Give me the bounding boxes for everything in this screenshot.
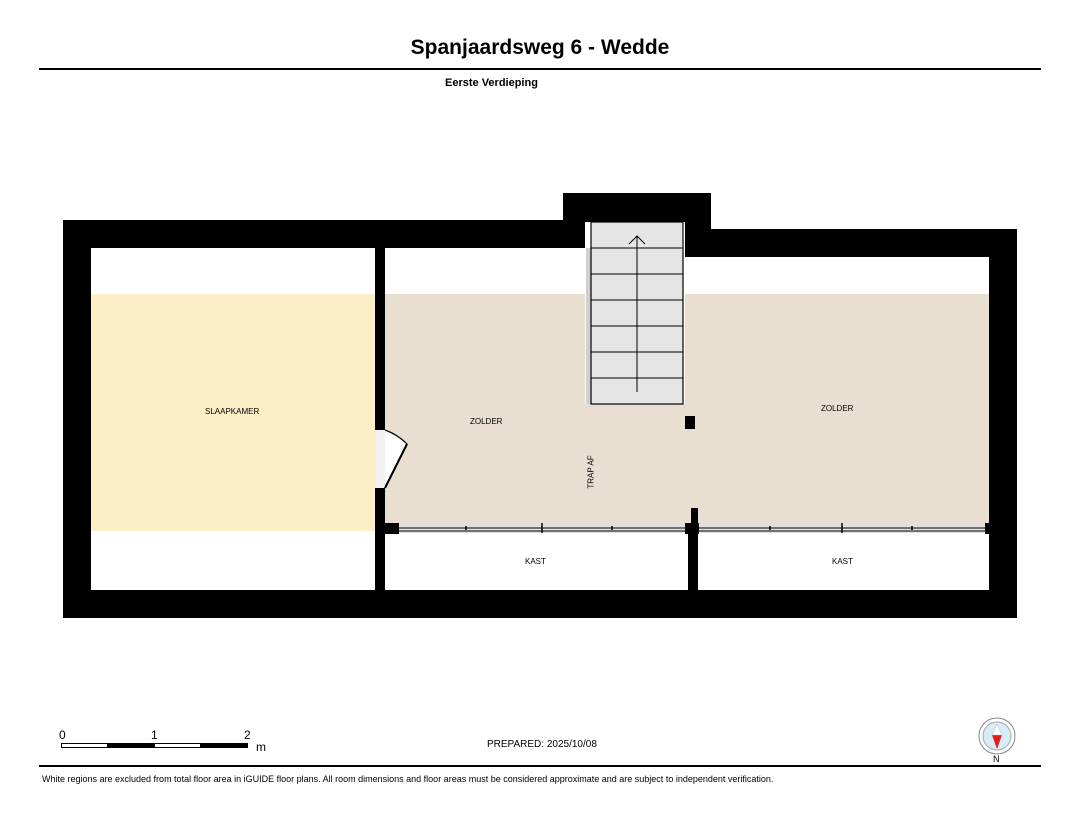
attic-area — [385, 294, 989, 524]
disclaimer: White regions are excluded from total floor area in iGUIDE floor plans. All room dimensions and floor areas must be considered approximate and are subject to independent verification. — [42, 774, 774, 784]
room-label-closet-left: KAST — [525, 557, 546, 566]
post — [685, 416, 695, 429]
room-label-bedroom: SLAAPKAMER — [205, 407, 260, 416]
footer-divider — [39, 765, 1041, 767]
stairs-label: TRAP AF — [586, 455, 596, 489]
compass-north-label: N — [993, 754, 1000, 764]
scale-segment-3 — [154, 743, 201, 748]
page-title: Spanjaardsweg 6 - Wedde — [410, 36, 670, 59]
prepared-date: PREPARED: 2025/10/08 — [487, 739, 597, 750]
stairs — [586, 222, 683, 404]
scale-segment-2 — [107, 743, 155, 748]
room-label-closet-right: KAST — [832, 557, 853, 566]
room-label-attic-right: ZOLDER — [821, 404, 854, 413]
scale-tick-1: 1 — [151, 728, 158, 742]
scale-tick-0: 0 — [59, 728, 66, 742]
compass-icon — [977, 716, 1017, 756]
room-label-attic-left: ZOLDER — [470, 417, 503, 426]
scale-tick-2: 2 — [244, 728, 251, 742]
scale-segment-1 — [61, 743, 108, 748]
scale-unit: m — [256, 740, 266, 754]
floor-name: Eerste Verdieping — [445, 77, 538, 89]
scale-segment-4 — [200, 743, 248, 748]
